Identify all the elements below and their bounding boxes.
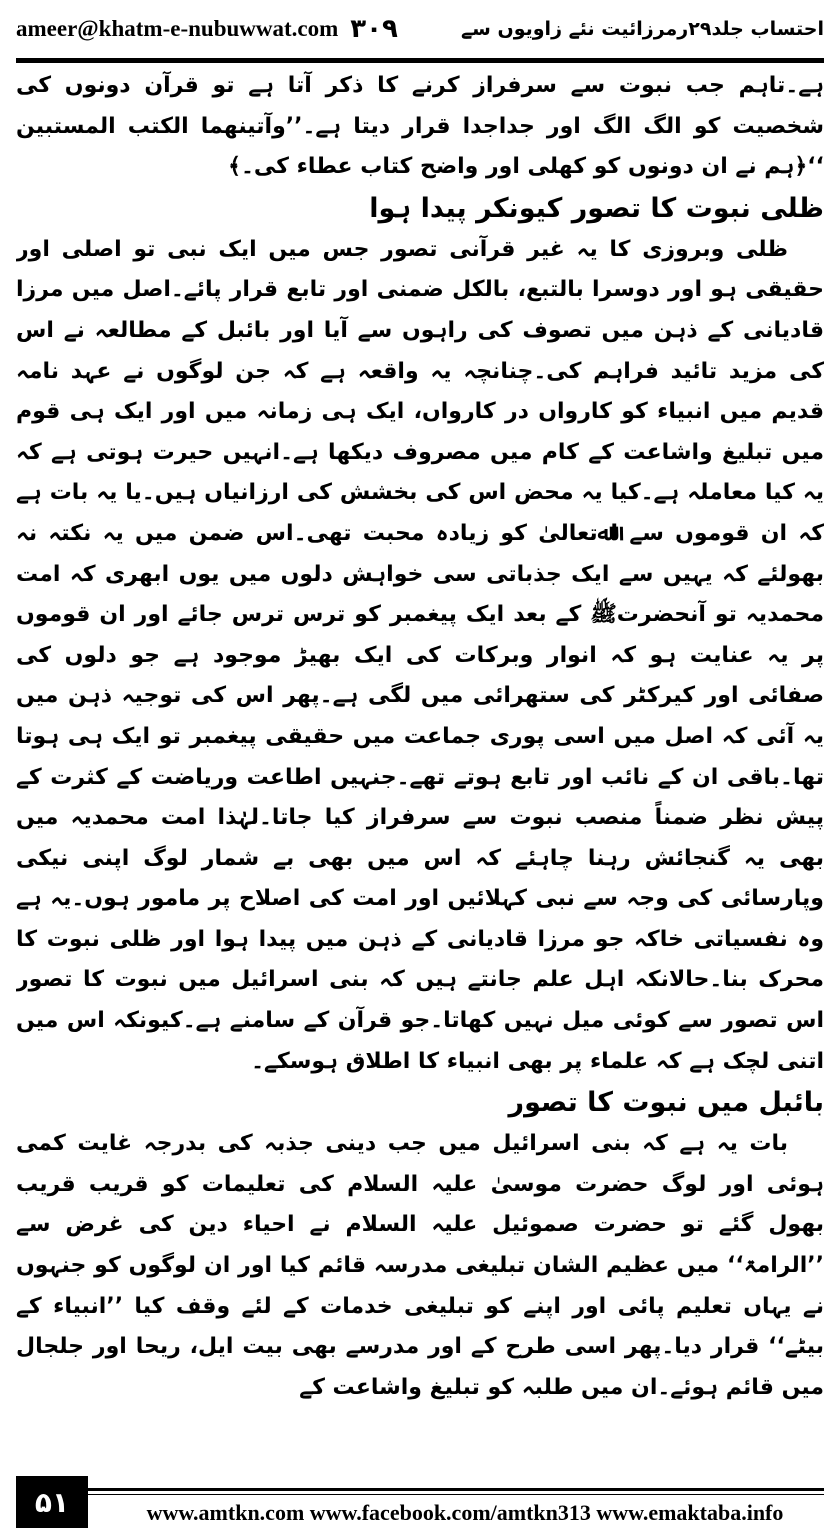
footer-page-number: ۵۱ bbox=[16, 1476, 88, 1528]
header-rule bbox=[16, 58, 824, 63]
page-header bbox=[16, 10, 824, 48]
paragraph-2: ظلی وبروزی کا یہ غیر قرآنی تصور جس میں ایک نبی تو اصلی اور حقیقی ہو اور دوسرا بالتبع، بالکل ضمنی اور تابع قرار پائے۔اصل میں مرزا قادیانی کے ذہن میں تصوف کی راہوں سے آیا اور بائبل کے مطالعہ نے اس کی مزید تائید فراہم کی۔چنانچہ یہ واقعہ ہے کہ جن لوگوں نے عہد نامہ قدیم میں انبیاء کو کارواں در کارواں، ایک ہی زمانہ میں اور ایک ہی قوم میں تبلیغ واشاعت کے کام میں مصروف دیکھا ہے۔انہیں حیرت ہوتی ہے کہ یہ کیا معاملہ ہے۔کیا یہ محض اس کی بخشش کی ارزانیاں ہیں۔یا یہ بات ہے کہ ان قوموں سے اﷲتعالیٰ کو زیادہ محبت تھی۔اس ضمن میں یہ نکتہ نہ بھولئے کہ یہیں سے ایک جذباتی سی خواہش دلوں میں یوں ابھری کہ امت محمدیہ تو آنحضرتﷺ کے بعد ایک پیغمبر کو ترس ترس جائے اور ان قوموں پر یہ عنایت ہو کہ انوار وبرکات کی ایک بھیڑ موجود ہے جو دلوں کی صفائی اور کیرکٹر کی ستھرائی میں لگی ہے۔پھر اس کی توجیہ ذہن میں یہ آئی کہ اصل میں اسی پوری جماعت میں حقیقی پیغمبر تو ایک ہی ہوتا تھا۔باقی ان کے نائب اور تابع ہوتے تھے۔جنہیں اطاعت وریاضت کے کثرت کے پیش نظر ضمناً منصب نبوت سے سرفراز کیا جاتا۔لہٰذا امت محمدیہ میں بھی یہ گنجائش رہنا چاہئے کہ اس میں بھی بے شمار لوگ اپنی نیکی وپارسائی کی وجہ سے نبی کہلائیں اور امت کی اصلاح پر مامور ہوں۔یہ ہے وہ نفسیاتی خاکہ جو مرزا قادیانی کے ذہن میں پیدا ہوا اور ظلی نبوت کا محرک بنا۔حالانکہ اہل علم جانتے ہیں کہ بنی اسرائیل میں نبوت کا تصور اس تصور سے کوئی میل نہیں کھاتا۔جو قرآن کے سامنے ہے۔کیونکہ اس میں اتنی لچک ہے کہ علماء پر بھی انبیاء کا اطلاق ہوسکے۔ bbox=[16, 236, 824, 1074]
section-heading-zilli-nubuwwat: ظلی نبوت کا تصور کیونکر پیدا ہوا bbox=[369, 192, 824, 224]
paragraph-1: ہے۔تاہم جب نبوت سے سرفراز کرنے کا ذکر آتا ہے تو قرآن دونوں کی شخصیت کو الگ الگ اور جداجدا قرار دیتا ہے۔’’وآتینھما الکتب المستبین ‘‘﴿ہم نے ان دونوں کو کھلی اور واضح کتاب عطاء کی۔﴾ bbox=[16, 73, 824, 180]
article-body bbox=[16, 66, 824, 1468]
footer-rule-thin bbox=[16, 1494, 824, 1495]
footer-rule-thick bbox=[16, 1488, 824, 1491]
footer-links: www.amtkn.com www.facebook.com/amtkn313 www.emaktaba.info bbox=[146, 1500, 784, 1525]
running-title: احتساب جلد۲۹رمرزائیت نئے زاویوں سے bbox=[461, 18, 824, 40]
header-left bbox=[16, 14, 398, 44]
header-page-number: ۳۰۹ bbox=[350, 14, 398, 44]
section-heading-bible-nubuwwat: بائبل میں نبوت کا تصور bbox=[508, 1087, 824, 1119]
page-footer bbox=[16, 1476, 824, 1532]
header-email: ameer@khatm-e-nubuwwat.com bbox=[16, 16, 339, 41]
paragraph-3: بات یہ ہے کہ بنی اسرائیل میں جب دینی جذبہ کی بدرجہ غایت کمی ہوئی اور لوگ حضرت موسیٰ علیہ السلام کی تعلیمات کو قریب قریب بھول گئے تو حضرت صموئیل علیہ السلام نے احیاء دین کی غرض سے ’’الرامۃ‘‘ میں عظیم الشان تبلیغی مدرسہ قائم کیا اور ان لوگوں کو جنہوں نے یہاں تعلیم پائی اور اپنے کو تبلیغی خدمات کے لئے وقف کیا ’’انبیاء کے بیٹے‘‘ قرار دیا۔پھر اسی طرح کے اور مدرسے بھی بیت ایل، ریحا اور جلجال میں قائم ہوئے۔ان میں طلبہ کو تبلیغ واشاعت کے bbox=[16, 1131, 824, 1400]
